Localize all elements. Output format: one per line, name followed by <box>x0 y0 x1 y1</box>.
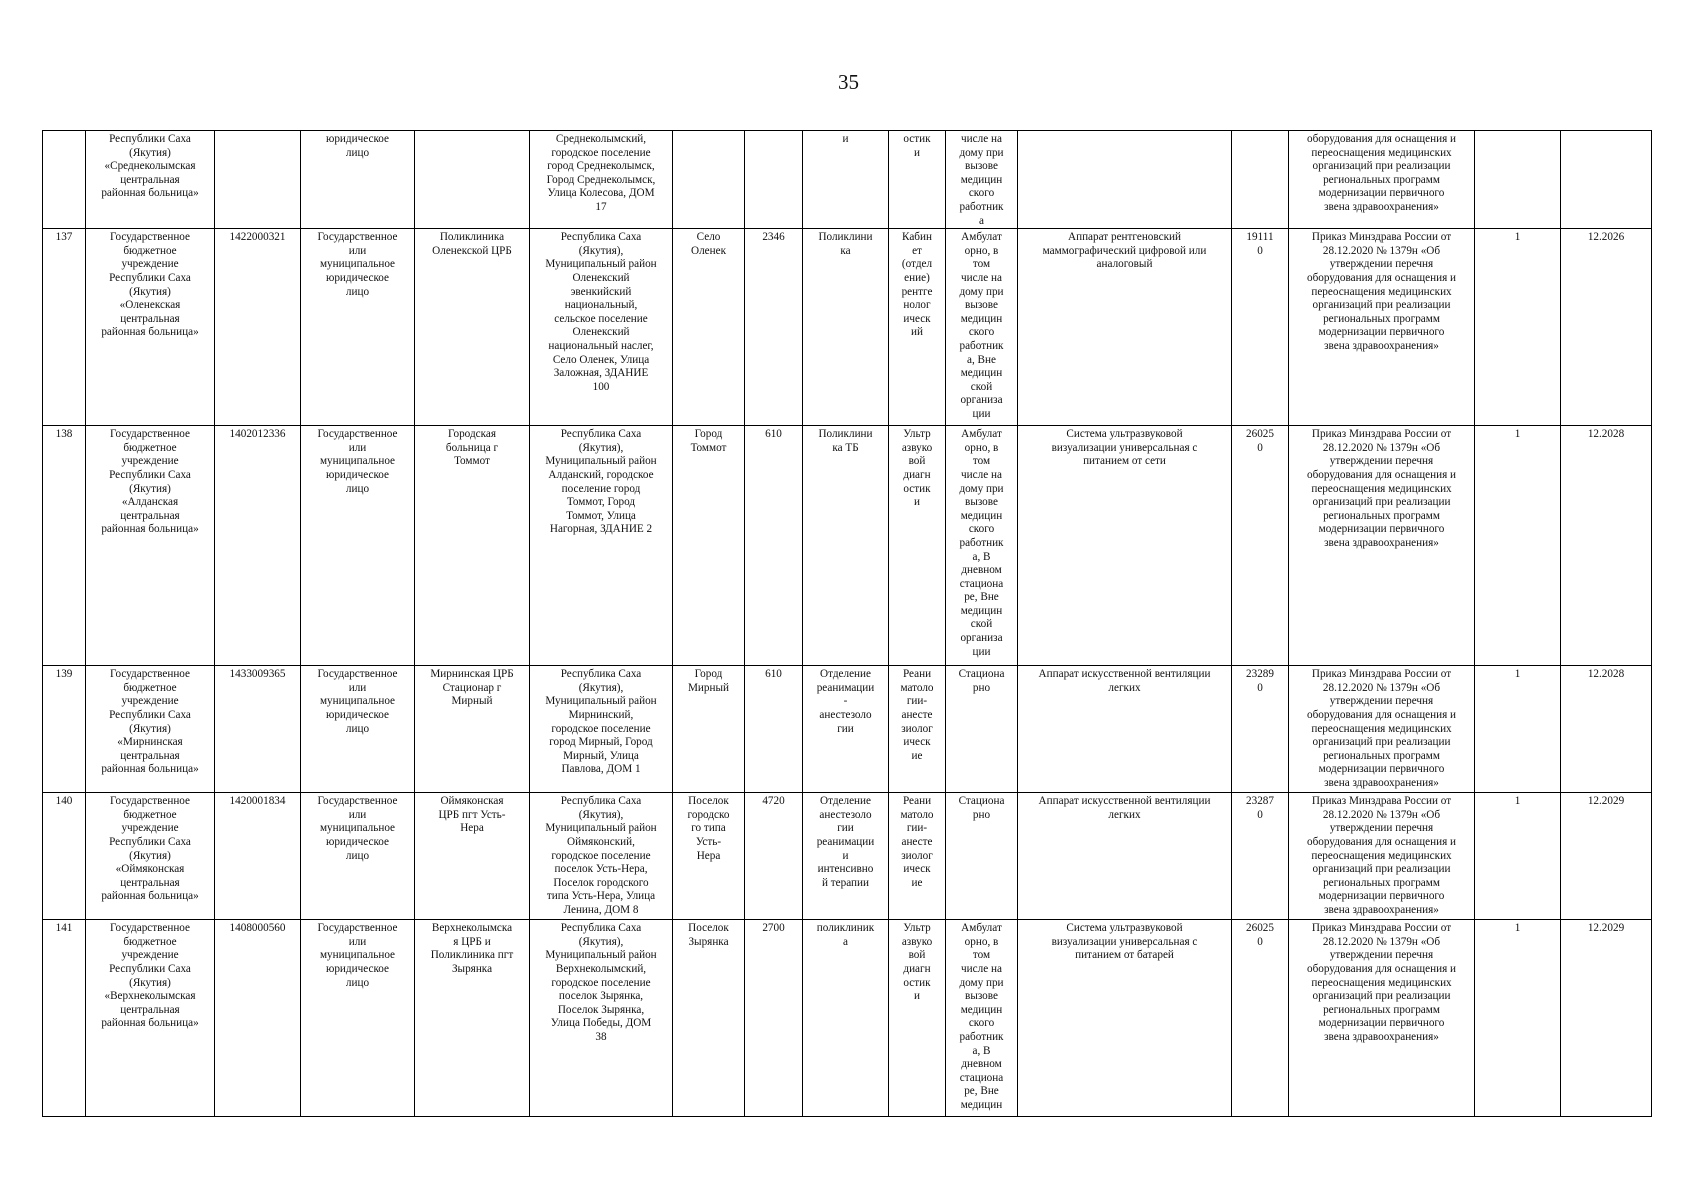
price-cell: 23287 0 <box>1232 793 1289 920</box>
settlement-cell: Город Томмот <box>673 426 745 666</box>
legal-basis-cell: Приказ Минздрава России от 28.12.2020 № 1379н «Об утверждении перечня оборудования для оснащения и переоснащения медицинских организаций при реализации региональных программ модернизации первичного звена здравоохранения» <box>1289 229 1475 426</box>
care-form-cell: числе на дому при вызове медицин ского работник а <box>946 131 1018 229</box>
deadline-date-cell: 12.2026 <box>1561 229 1652 426</box>
address-cell: Республика Саха (Якутия), Муниципальный район Мирнинский, городское поселение город Мирный, Город Мирный, Улица Павлова, ДОМ 1 <box>530 666 673 793</box>
care-form-cell: Стациона рно <box>946 666 1018 793</box>
inn-cell: 1420001834 <box>215 793 301 920</box>
legal-basis-cell: оборудования для оснащения и переоснащения медицинских организаций при реализации региональных программ модернизации первичного звена здравоохранения» <box>1289 131 1475 229</box>
deadline-date-cell: 12.2029 <box>1561 920 1652 1117</box>
organization-type-cell: Государственное или муниципальное юридическое лицо <box>301 793 415 920</box>
organization-name-cell: Государственное бюджетное учреждение Республики Саха (Якутия) «Алданская центральная районная больница» <box>86 426 215 666</box>
equipment-table <box>42 130 1652 1117</box>
price-cell: 19111 0 <box>1232 229 1289 426</box>
table-row <box>43 229 1652 426</box>
quantity-cell: 1 <box>1475 920 1561 1117</box>
legal-basis-cell: Приказ Минздрава России от 28.12.2020 № 1379н «Об утверждении перечня оборудования для оснащения и переоснащения медицинских организаций при реализации региональных программ модернизации первичного звена здравоохранения» <box>1289 426 1475 666</box>
settlement-cell: Поселок городско го типа Усть- Нера <box>673 793 745 920</box>
table-row <box>43 426 1652 666</box>
quantity-cell: 1 <box>1475 666 1561 793</box>
deadline-date-cell: 12.2028 <box>1561 666 1652 793</box>
price-cell: 23289 0 <box>1232 666 1289 793</box>
organization-type-cell: Государственное или муниципальное юридическое лицо <box>301 229 415 426</box>
legal-basis-cell: Приказ Минздрава России от 28.12.2020 № 1379н «Об утверждении перечня оборудования для оснащения и переоснащения медицинских организаций при реализации региональных программ модернизации первичного звена здравоохранения» <box>1289 666 1475 793</box>
deadline-date-cell <box>1561 131 1652 229</box>
address-cell: Республика Саха (Якутия), Муниципальный район Алданский, городское поселение город Томмот, Город Томмот, Улица Нагорная, ЗДАНИЕ 2 <box>530 426 673 666</box>
organization-type-cell: Государственное или муниципальное юридическое лицо <box>301 426 415 666</box>
population-cell: 2700 <box>745 920 803 1117</box>
row-number-cell <box>43 131 86 229</box>
table-row <box>43 131 1652 229</box>
department-type-cell: Ультр азвуко вой диагн остик и <box>889 920 946 1117</box>
department-type-cell: Реани матоло гии- анесте зиолог ическ ие <box>889 666 946 793</box>
row-number-cell: 139 <box>43 666 86 793</box>
care-form-cell: Амбулат орно, в том числе на дому при вызове медицин ского работник а, Вне медицин ской организа ции <box>946 229 1018 426</box>
inn-cell: 1422000321 <box>215 229 301 426</box>
population-cell: 610 <box>745 666 803 793</box>
table-row <box>43 793 1652 920</box>
equipment-name-cell: Система ультразвуковой визуализации универсальная с питанием от сети <box>1018 426 1232 666</box>
settlement-cell: Поселок Зырянка <box>673 920 745 1117</box>
population-cell: 4720 <box>745 793 803 920</box>
organization-name-cell: Государственное бюджетное учреждение Республики Саха (Якутия) «Оймяконская центральная районная больница» <box>86 793 215 920</box>
population-cell: 2346 <box>745 229 803 426</box>
settlement-cell <box>673 131 745 229</box>
inn-cell: 1408000560 <box>215 920 301 1117</box>
row-number-cell: 138 <box>43 426 86 666</box>
settlement-cell: Город Мирный <box>673 666 745 793</box>
row-number-cell: 141 <box>43 920 86 1117</box>
address-cell: Республика Саха (Якутия), Муниципальный район Верхнеколымский, городское поселение поселок Зырянка, Поселок Зырянка, Улица Победы, ДОМ 38 <box>530 920 673 1117</box>
population-cell <box>745 131 803 229</box>
division-name-cell: Верхнеколымска я ЦРБ и Поликлиника пгт Зырянка <box>415 920 530 1117</box>
care-form-cell: Стациона рно <box>946 793 1018 920</box>
address-cell: Республика Саха (Якутия), Муниципальный район Оймяконский, городское поселение поселок Усть-Нера, Поселок городского типа Усть-Нера, Улица Ленина, ДОМ 8 <box>530 793 673 920</box>
department-type-cell: Реани матоло гии- анесте зиолог ическ ие <box>889 793 946 920</box>
page-number: 35 <box>838 70 859 94</box>
equipment-name-cell: Система ультразвуковой визуализации универсальная с питанием от батарей <box>1018 920 1232 1117</box>
price-cell: 26025 0 <box>1232 920 1289 1117</box>
population-cell: 610 <box>745 426 803 666</box>
care-form-cell: Амбулат орно, в том числе на дому при вызове медицин ского работник а, В дневном стациона ре, Вне медицин ской организа ции <box>946 426 1018 666</box>
row-number-cell: 140 <box>43 793 86 920</box>
inn-cell <box>215 131 301 229</box>
legal-basis-cell: Приказ Минздрава России от 28.12.2020 № 1379н «Об утверждении перечня оборудования для оснащения и переоснащения медицинских организаций при реализации региональных программ модернизации первичного звена здравоохранения» <box>1289 920 1475 1117</box>
inn-cell: 1402012336 <box>215 426 301 666</box>
organization-name-cell: Государственное бюджетное учреждение Республики Саха (Якутия) «Оленекская центральная районная больница» <box>86 229 215 426</box>
division-name-cell <box>415 131 530 229</box>
department-cell: и <box>803 131 889 229</box>
department-type-cell: Ультр азвуко вой диагн остик и <box>889 426 946 666</box>
department-cell: Поликлини ка ТБ <box>803 426 889 666</box>
address-cell: Среднеколымский, городское поселение город Среднеколымск, Город Среднеколымск, Улица Колесова, ДОМ 17 <box>530 131 673 229</box>
organization-name-cell: Государственное бюджетное учреждение Республики Саха (Якутия) «Мирнинская центральная районная больница» <box>86 666 215 793</box>
department-cell: Отделение реанимации - анестезоло гии <box>803 666 889 793</box>
quantity-cell: 1 <box>1475 426 1561 666</box>
deadline-date-cell: 12.2029 <box>1561 793 1652 920</box>
quantity-cell: 1 <box>1475 793 1561 920</box>
equipment-name-cell: Аппарат искусственной вентиляции легких <box>1018 793 1232 920</box>
row-number-cell: 137 <box>43 229 86 426</box>
care-form-cell: Амбулат орно, в том числе на дому при вызове медицин ского работник а, В дневном стациона ре, Вне медицин <box>946 920 1018 1117</box>
equipment-name-cell <box>1018 131 1232 229</box>
department-cell: поликлиник а <box>803 920 889 1117</box>
equipment-name-cell: Аппарат искусственной вентиляции легких <box>1018 666 1232 793</box>
equipment-name-cell: Аппарат рентгеновский маммографический цифровой или аналоговый <box>1018 229 1232 426</box>
organization-name-cell: Государственное бюджетное учреждение Республики Саха (Якутия) «Верхнеколымская центральная районная больница» <box>86 920 215 1117</box>
division-name-cell: Городская больница г Томмот <box>415 426 530 666</box>
division-name-cell: Мирнинская ЦРБ Стационар г Мирный <box>415 666 530 793</box>
quantity-cell <box>1475 131 1561 229</box>
department-type-cell: остик и <box>889 131 946 229</box>
price-cell: 26025 0 <box>1232 426 1289 666</box>
department-cell: Поликлини ка <box>803 229 889 426</box>
organization-type-cell: Государственное или муниципальное юридическое лицо <box>301 920 415 1117</box>
table-row <box>43 666 1652 793</box>
deadline-date-cell: 12.2028 <box>1561 426 1652 666</box>
division-name-cell: Поликлиника Оленекской ЦРБ <box>415 229 530 426</box>
organization-type-cell: Государственное или муниципальное юридическое лицо <box>301 666 415 793</box>
department-type-cell: Кабин ет (отдел ение) рентге нолог ическ ий <box>889 229 946 426</box>
settlement-cell: Село Оленек <box>673 229 745 426</box>
department-cell: Отделение анестезоло гии реанимации и интенсивно й терапии <box>803 793 889 920</box>
legal-basis-cell: Приказ Минздрава России от 28.12.2020 № 1379н «Об утверждении перечня оборудования для оснащения и переоснащения медицинских организаций при реализации региональных программ модернизации первичного звена здравоохранения» <box>1289 793 1475 920</box>
division-name-cell: Оймяконская ЦРБ пгт Усть- Нера <box>415 793 530 920</box>
price-cell <box>1232 131 1289 229</box>
quantity-cell: 1 <box>1475 229 1561 426</box>
table-row <box>43 920 1652 1117</box>
organization-name-cell: Республики Саха (Якутия) «Среднеколымская центральная районная больница» <box>86 131 215 229</box>
address-cell: Республика Саха (Якутия), Муниципальный район Оленекский эвенкийский национальный, сельское поселение Оленекский национальный наслег, Село Оленек, Улица Заложная, ЗДАНИЕ 100 <box>530 229 673 426</box>
inn-cell: 1433009365 <box>215 666 301 793</box>
organization-type-cell: юридическое лицо <box>301 131 415 229</box>
